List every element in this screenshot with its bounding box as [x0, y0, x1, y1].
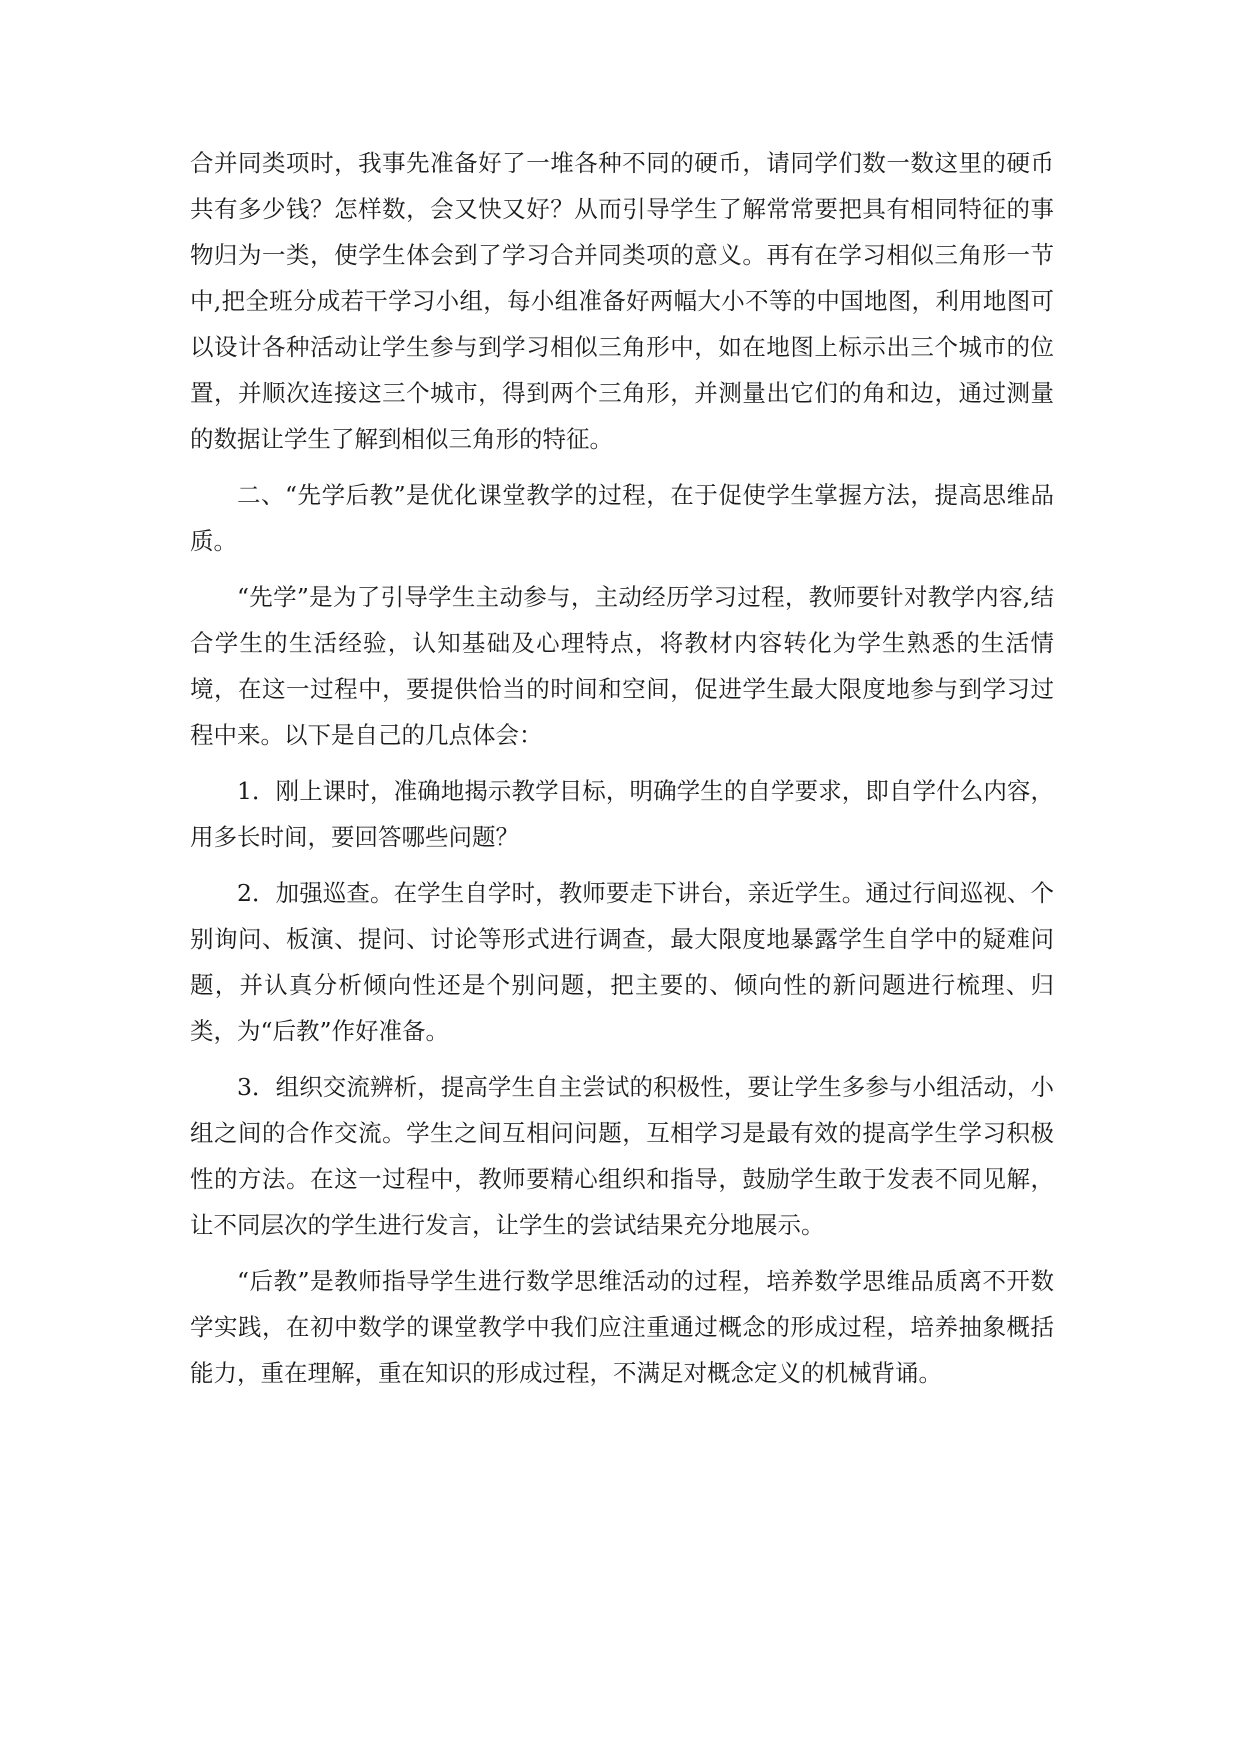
list-item-3: 3．组织交流辨析，提高学生自主尝试的积极性，要让学生多参与小组活动，小组之间的合作交流。学生之间互相问问题，互相学习是最有效的提高学生学习积极性的方法。在这一过程中，教师要精心组织和指导，鼓励学生敢于发表不同见解，让不同层次的学生进行发言，让学生的尝试结果充分地展示。: [190, 1073, 1054, 1239]
paragraph-merge-like-terms-example: 合并同类项时，我事先准备好了一堆各种不同的硬币，请同学们数一数这里的硬币共有多少钱？怎样数，会又快又好？从而引导学生了解常常要把具有相同特征的事物归为一类，使学生体会到了学习合并同类项的意义。再有在学习相似三角形一节中,把全班分成若干学习小组，每小组准备好两幅大小不等的中国地图，利用地图可以设计各种活动让学生参与到学习相似三角形中，如在地图上标示出三个城市的位置，并顺次连接这三个城市，得到两个三角形，并测量出它们的角和边，通过测量的数据让学生了解到相似三角形的特征。: [190, 149, 1054, 453]
document-body: [190, 140, 1054, 1396]
list-item-1: 1．刚上课时，准确地揭示教学目标，明确学生的自学要求，即自学什么内容，用多长时间，要回答哪些问题？: [190, 777, 1054, 851]
list-item-2: 2．加强巡查。在学生自学时，教师要走下讲台，亲近学生。通过行间巡视、个别询问、板演、提问、讨论等形式进行调查，最大限度地暴露学生自学中的疑难问题，并认真分析倾向性还是个别问题，把主要的、倾向性的新问题进行梳理、归类，为“后教”作好准备。: [190, 879, 1054, 1045]
paragraph-learn-first: “先学”是为了引导学生主动参与，主动经历学习过程，教师要针对教学内容,结合学生的生活经验，认知基础及心理特点，将教材内容转化为学生熟悉的生活情境，在这一过程中，要提供恰当的时间和空间，促进学生最大限度地参与到学习过程中来。以下是自己的几点体会：: [190, 583, 1054, 749]
paragraph-teach-after: “后教”是教师指导学生进行数学思维活动的过程，培养数学思维品质离不开数学实践，在初中数学的课堂教学中我们应注重通过概念的形成过程，培养抽象概括能力，重在理解，重在知识的形成过程，不满足对概念定义的机械背诵。: [190, 1267, 1054, 1387]
section-heading-two: 二、“先学后教”是优化课堂教学的过程，在于促使学生掌握方法，提高思维品质。: [190, 481, 1054, 555]
